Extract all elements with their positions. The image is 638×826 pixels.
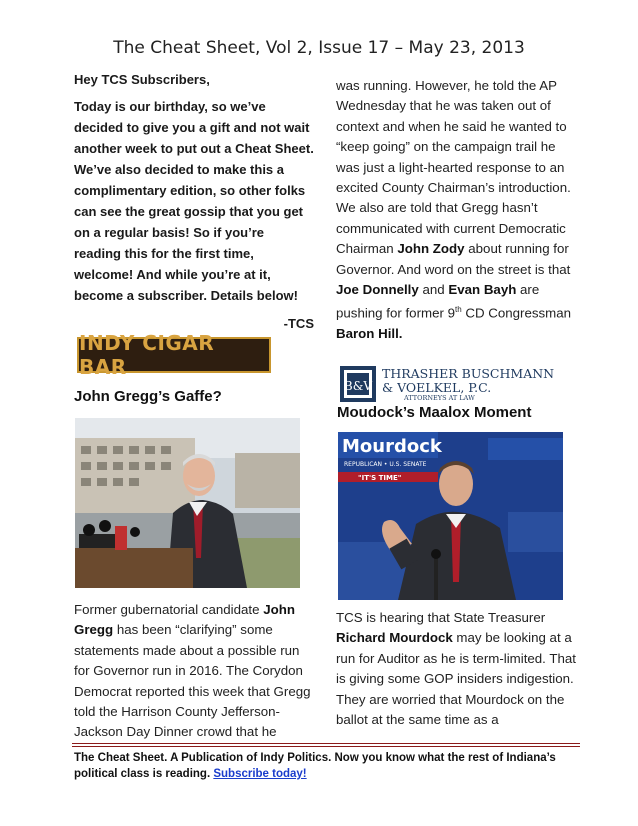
mourdock-text-a: TCS is hearing that State Treasurer [336,610,546,625]
gregg-text-b: has been “clarifying” some statements made about a possible run for Governor run in 2016. The Corydon Democrat reported this week that Gregg told the Harrison County Jefferson-Jackson Day Dinner crowd that he [74,622,311,740]
sign-mourdock-text: Mourdock [342,436,442,457]
gregg-text-c: was running. However, he told the AP Wednesday that he was taken out of context and when he said he wanted to “keep going” on the campaign trail he was just a light-hearted response to an excited County Chairman’s introduction. We also are told that Gregg hasn’t communicated with current Democratic Chairman [336,78,571,257]
name-evan-bayh: Evan Bayh [448,282,517,298]
ordinal-sup: th [455,305,462,315]
gregg-text-e: and [418,282,449,298]
mourdock-paragraph [336,608,576,730]
law-firm-line-1: THRASHER BUSCHMANN [382,366,555,381]
name-richard-mourdock: Richard Mourdock [336,630,453,646]
gregg-text-f: are pushing for former 9 [336,282,540,321]
name-john-gregg: John Gregg [74,602,295,638]
gregg-photo [75,418,300,588]
law-firm-mark: B&V [343,379,373,393]
law-firm-logo [340,366,570,402]
intro-greeting: Hey TCS Subscribers, [74,72,210,87]
gregg-text-a: Former gubernatorial candidate [74,602,264,617]
law-firm-ad[interactable] [340,366,570,402]
footer-divider-1 [72,743,580,744]
name-joe-donnelly: Joe Donnelly [336,282,419,298]
law-firm-line-2: & VOELKEL, P.C. [382,380,492,395]
gregg-text-d: about running for Governor. And word on the street is that [336,241,571,277]
gregg-text-g: CD Congressman [461,305,572,321]
footer [74,750,594,782]
gregg-heading: John Gregg’s Gaffe? [74,388,222,405]
mourdock-photo [338,432,563,600]
name-baron-hill: Baron Hill. [336,326,403,342]
law-firm-line-3: ATTORNEYS AT LAW [404,394,475,402]
footer-divider-2 [72,746,580,747]
sign-slogan: "IT'S TIME" [358,474,402,482]
page-title: The Cheat Sheet, Vol 2, Issue 17 – May 23, 2013 [113,38,525,58]
intro-block [74,72,314,331]
name-john-zody: John Zody [397,241,465,257]
mourdock-text-b: may be looking at a run for Auditor as he is term-limited. That is giving some GOP insiders indigestion. They are worried that Mourdock on the ballot at the same time as a [336,630,576,728]
intro-body: Today is our birthday, so we’ve decided to give you a gift and not wait another week to put out a Cheat Sheet. We’ve also decided to make this a complimentary edition, so other folks can see the great gossip that you get on a regular basis! So if you’re reading this for the first time, welcome! And while you’re at it, become a subscriber. Details below! [74,99,314,303]
footer-text: The Cheat Sheet. A Publication of Indy Politics. Now you know what the rest of Indiana’s political class is reading. [74,752,556,780]
cigar-bar-logo-text: INDY CIGAR BAR [79,331,215,379]
subscribe-link[interactable]: Subscribe today! [213,768,307,780]
intro-signature: -TCS [283,316,314,331]
cigar-bar-ad[interactable] [77,331,271,379]
sign-sub-text: REPUBLICAN • U.S. SENATE [344,461,427,468]
gregg-paragraph-1 [74,600,314,743]
mourdock-heading: Moudock’s Maalox Moment [337,404,532,421]
gregg-paragraph-2 [336,76,576,345]
